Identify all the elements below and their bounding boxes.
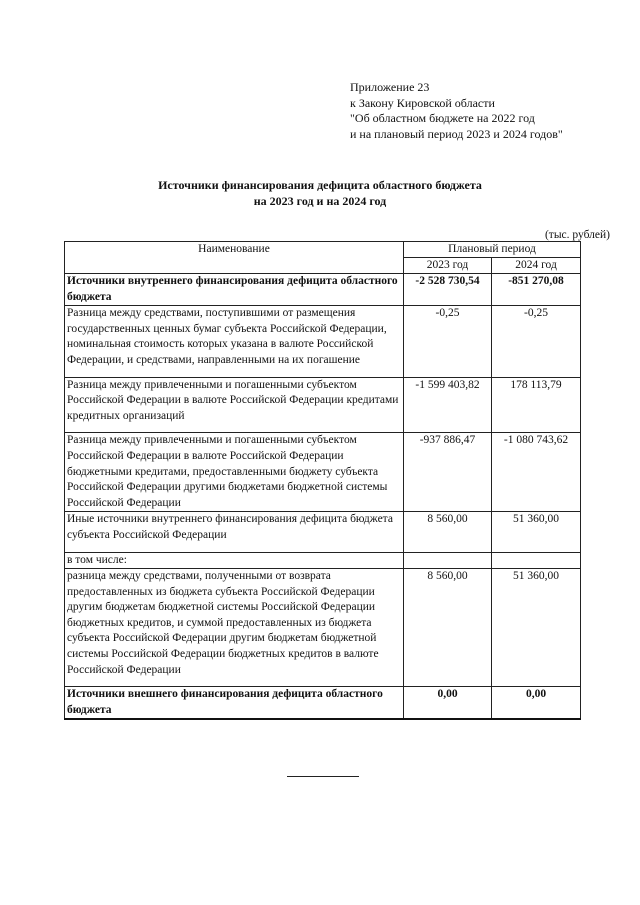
title-line-2: на 2023 год и на 2024 год (253, 194, 387, 208)
table-row (65, 306, 581, 377)
table-row (65, 274, 581, 306)
row-name: Разница между привлеченными и погашенными субъектом Российской Федерации в валюте Российской Федерации кредитами кредитных организаций (65, 377, 404, 433)
row-name: разница между средствами, полученными от возврата предоставленных из бюджета субъекта Российской Федерации другим бюджетам бюджетной системы Российской Федерации бюджетных кредитов, и суммой предоставленных из бюджета субъекта Российской Федерации другим бюджетам бюджетной системы Российской Федерации бюджетных кредитов в валюте Российской Федерации (65, 569, 404, 687)
row-name: Источники внутреннего финансирования дефицита областного бюджета (65, 274, 404, 306)
table-row (65, 569, 581, 687)
row-value-2023 (404, 552, 492, 569)
table-row (65, 433, 581, 512)
row-name: Иные источники внутреннего финансирования дефицита бюджета субъекта Российской Федерации (65, 512, 404, 552)
row-value-2023: -937 886,47 (404, 433, 492, 512)
row-value-2024: -0,25 (492, 306, 581, 377)
row-value-2023: -2 528 730,54 (404, 274, 492, 306)
row-value-2024: 0,00 (492, 687, 581, 720)
row-value-2023: 8 560,00 (404, 512, 492, 552)
row-value-2024: -851 270,08 (492, 274, 581, 306)
appendix-line: "Об областном бюджете на 2022 год (350, 111, 535, 125)
table-row (65, 512, 581, 552)
title-line-1: Источники финансирования дефицита областного бюджета (158, 178, 482, 192)
footer-divider (287, 776, 359, 777)
column-header-period: Плановый период (404, 242, 581, 258)
table-row (65, 687, 581, 720)
row-value-2024: 51 360,00 (492, 512, 581, 552)
column-header-2023: 2023 год (404, 258, 492, 274)
row-name: в том числе: (65, 552, 404, 569)
row-value-2023: 8 560,00 (404, 569, 492, 687)
row-value-2024: 51 360,00 (492, 569, 581, 687)
financing-sources-table (64, 241, 581, 720)
row-name: Источники внешнего финансирования дефицита областного бюджета (65, 687, 404, 720)
row-value-2023: 0,00 (404, 687, 492, 720)
appendix-line: Приложение 23 (350, 80, 430, 94)
row-value-2024: 178 113,79 (492, 377, 581, 433)
column-header-name: Наименование (65, 242, 404, 274)
table-row (65, 552, 581, 569)
row-name: Разница между средствами, поступившими от размещения государственных ценных бумаг субъекта Российской Федерации, номинальная стоимость которых указана в валюте Российской Федерации, и средствами, направленными на их погашение (65, 306, 404, 377)
document-title (0, 177, 640, 209)
appendix-line: и на плановый период 2023 и 2024 годов" (350, 126, 563, 141)
appendix-line: к Закону Кировской области (350, 95, 495, 110)
row-value-2024: -1 080 743,62 (492, 433, 581, 512)
row-name: Разница между привлеченными и погашенными субъектом Российской Федерации в валюте Российской Федерации бюджетными кредитами, предоставленными бюджету субъекта Российской Федерации другими бюджетами бюджетной системы Российской Федерации (65, 433, 404, 512)
table-row (65, 377, 581, 433)
row-value-2023: -0,25 (404, 306, 492, 377)
row-value-2024 (492, 552, 581, 569)
appendix-block (350, 80, 563, 142)
units-label: (тыс. рублей) (544, 229, 610, 241)
row-value-2023: -1 599 403,82 (404, 377, 492, 433)
column-header-2024: 2024 год (492, 258, 581, 274)
